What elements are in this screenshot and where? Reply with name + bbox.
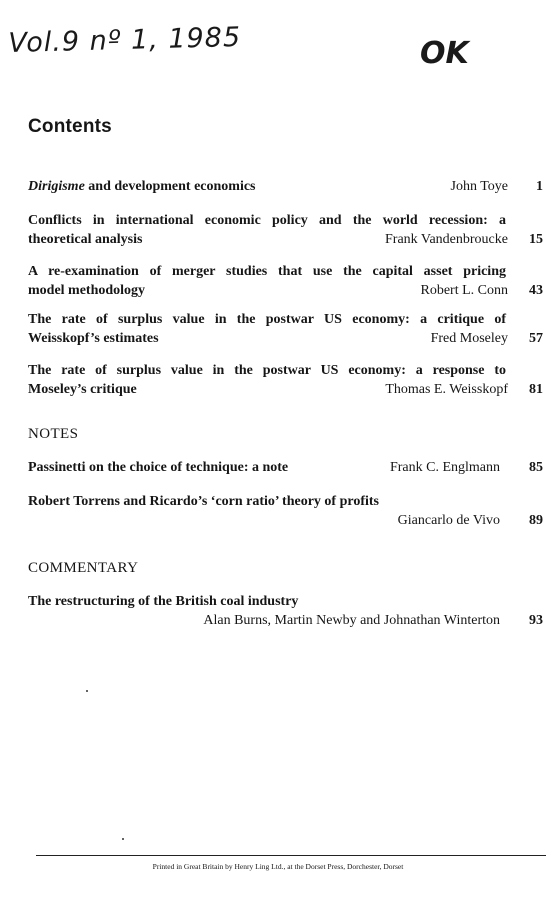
entry-title-line: The rate of surplus value in the postwar US economy: a critique of	[28, 312, 506, 327]
entry-page: 81	[529, 382, 543, 397]
contents-entry	[28, 177, 546, 196]
entry-title-italic: Dirigisme	[28, 179, 85, 194]
entry-author: Thomas E. Weisskopf	[385, 382, 508, 397]
footer-rule	[36, 855, 546, 856]
handwritten-ok-mark: OK	[420, 36, 469, 71]
entry-title: Passinetti on the choice of technique: a note	[28, 460, 289, 475]
handwritten-volume-note: Vol.9 nº 1, 1985	[8, 21, 242, 59]
entry-page: 43	[529, 283, 543, 298]
entry-title-line: A re-examination of merger studies that use the capital asset pricing	[28, 264, 506, 279]
entry-title-line: theoretical analysis	[28, 232, 143, 247]
entry-title-line: Moseley’s critique	[28, 382, 137, 397]
entry-page: 1	[536, 179, 543, 194]
entry-title	[28, 179, 256, 194]
entry-page: 89	[529, 513, 543, 528]
entry-page: 85	[529, 460, 543, 475]
contents-entry	[28, 262, 546, 300]
entry-page: 57	[529, 331, 543, 346]
notes-entry	[28, 492, 546, 530]
contents-entry	[28, 361, 546, 399]
contents-entry	[28, 310, 546, 348]
entry-author: Alan Burns, Martin Newby and Johnathan Winterton	[203, 613, 500, 628]
entry-author: Frank Vandenbroucke	[385, 232, 508, 247]
notes-entry	[28, 458, 546, 477]
entry-title-line: The rate of surplus value in the postwar US economy: a response to	[28, 363, 506, 378]
commentary-heading: COMMENTARY	[28, 560, 139, 576]
entry-author: Fred Moseley	[430, 331, 508, 346]
entry-title: Robert Torrens and Ricardo’s ‘corn ratio’ theory of profits	[28, 494, 379, 509]
printer-credit: Printed in Great Britain by Henry Ling Ltd., at the Dorset Press, Dorchester, Dorset	[152, 862, 404, 871]
entry-title: The restructuring of the British coal industry	[28, 594, 299, 609]
entry-page: 93	[529, 613, 543, 628]
entry-title-line: model methodology	[28, 283, 146, 298]
entry-author: John Toye	[450, 179, 508, 194]
entry-title-line: Conflicts in international economic policy and the world recession: a	[28, 213, 506, 228]
entry-author: Frank C. Englmann	[389, 460, 500, 475]
entry-author: Giancarlo de Vivo	[397, 513, 500, 528]
entry-author: Robert L. Conn	[420, 283, 508, 298]
entry-title-line: Weisskopf’s estimates	[28, 331, 159, 346]
contents-heading: Contents	[28, 116, 112, 137]
entry-page: 15	[529, 232, 543, 247]
scan-speck	[122, 838, 124, 840]
notes-heading: NOTES	[28, 426, 79, 442]
entry-title-rest: and development economics	[84, 179, 256, 194]
scan-speck	[86, 690, 88, 692]
commentary-entry	[28, 592, 546, 630]
contents-entry	[28, 211, 546, 249]
